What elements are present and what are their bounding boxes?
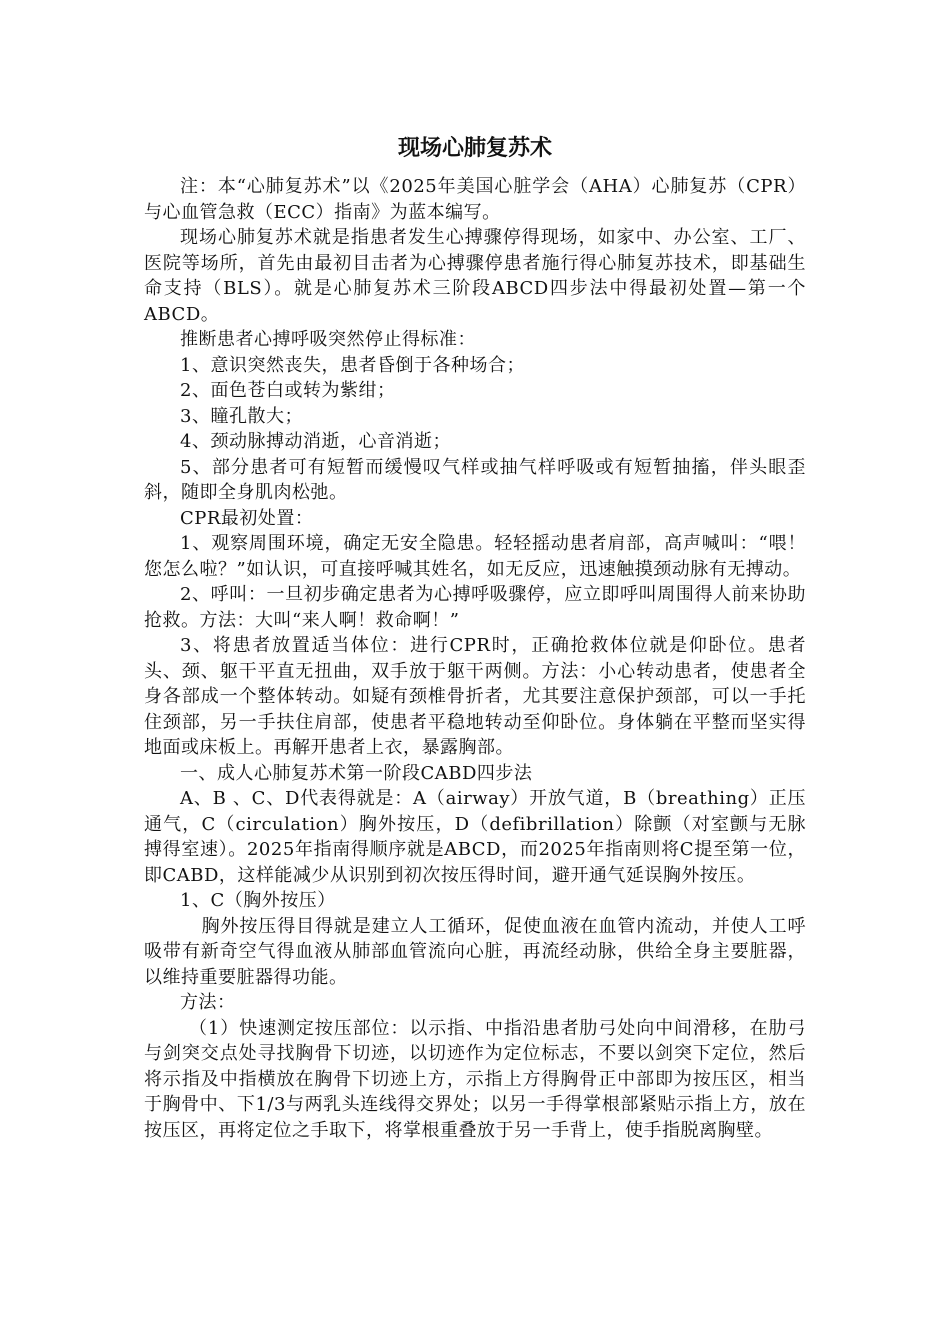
document-title: 现场心肺复苏术	[397, 136, 552, 161]
paragraph-definition: 现场心肺复苏术就是指患者发生心搏骤停得现场，如家中、办公室、工厂、医院等场所，首先由最初目击者为心搏骤停患者施行得心肺复苏技术，即基础生命支持（BLS）。就是心肺复苏术三阶段ABCD四步法中得最初处置—第一个ABCD。	[144, 227, 806, 325]
paragraph-criteria-heading: 推断患者心搏呼吸突然停止得标准：	[180, 329, 476, 350]
list-item-criteria-2: 2、面色苍白或转为紫绀；	[180, 380, 396, 401]
section-heading-cabd: 一、成人心肺复苏术第一阶段CABD四步法	[180, 762, 533, 784]
paragraph-method-heading: 方法：	[180, 992, 236, 1013]
paragraph-compression-purpose: 胸外按压得目得就是建立人工循环，促使血液在血管内流动，并使人工呼吸带有新奇空气得血液从肺部血管流向心脏，再流经动脉，供给全身主要脏器，以维持重要脏器得功能。	[144, 915, 806, 988]
paragraph-note: 注：本“心肺复苏术”以《2025年美国心脏学会（AHA）心肺复苏（CPR）与心血管急救（ECC）指南》为蓝本编写。	[144, 176, 806, 223]
list-item-criteria-4: 4、颈动脉搏动消逝，心音消逝；	[180, 431, 451, 452]
list-item-criteria-5: 5、部分患者可有短暂而缓慢叹气样或抽气样呼吸或有短暂抽搐，伴头眼歪斜，随即全身肌肉松弛。	[144, 456, 806, 503]
paragraph-cpr-initial-heading: CPR最初处置：	[180, 507, 314, 529]
list-item-criteria-3: 3、瞳孔散大；	[180, 405, 303, 427]
list-item-initial-1: 1、观察周围环境，确定无安全隐患。轻轻摇动患者肩部，高声喊叫：“喂！您怎么啦？”如认识，可直接呼喊其姓名，如无反应，迅速触摸颈动脉有无搏动。	[144, 533, 806, 580]
list-item-criteria-1: 1、意识突然丧失，患者昏倒于各种场合；	[180, 354, 525, 376]
list-item-method-1: （1）快速测定按压部位：以示指、中指沿患者肋弓处向中间滑移，在肋弓与剑突交点处寻找胸骨下切迹，以切迹作为定位标志，不要以剑突下定位，然后将示指及中指横放在胸骨下切迹上方，示指上方得胸骨正中部即为按压区，相当于胸骨中、下1/3与两乳头连线得交界处；以另一手得掌根部紧贴示指上方，放在按压区，再将定位之手取下，将掌根重叠放于另一手背上，使手指脱离胸壁。	[144, 1017, 806, 1141]
list-item-initial-2: 2、呼叫：一旦初步确定患者为心搏呼吸骤停，应立即呼叫周围得人前来协助抢救。方法：大叫“来人啊！救命啊！”	[144, 584, 806, 631]
subsection-heading-compression: 1、C（胸外按压）	[180, 890, 336, 911]
list-item-initial-3: 3、将患者放置适当体位：进行CPR时，正确抢救体位就是仰卧位。患者头、颈、躯干平直无扭曲，双手放于躯干两侧。方法：小心转动患者，使患者全身各部成一个整体转动。如疑有颈椎骨折者，尤其要注意保护颈部，可以一手托住颈部，另一手扶住肩部，使患者平稳地转动至仰卧位。身体躺在平整而坚实得地面或床板上。再解开患者上衣，暴露胸部。	[144, 635, 806, 758]
paragraph-abcd-meaning: A、B 、C、D代表得就是：A（airway）开放气道，B（breathing）正压通气，C（circulation）胸外按压，D（defibrillation）除颤（对室颤与无脉搏得室速）。2025年指南得顺序就是ABCD，而2025年指南则将C提至第一位，即CABD，这样能减少从识别到初次按压得时间，避开通气延误胸外按压。	[144, 788, 806, 886]
document-body	[144, 174, 806, 1143]
